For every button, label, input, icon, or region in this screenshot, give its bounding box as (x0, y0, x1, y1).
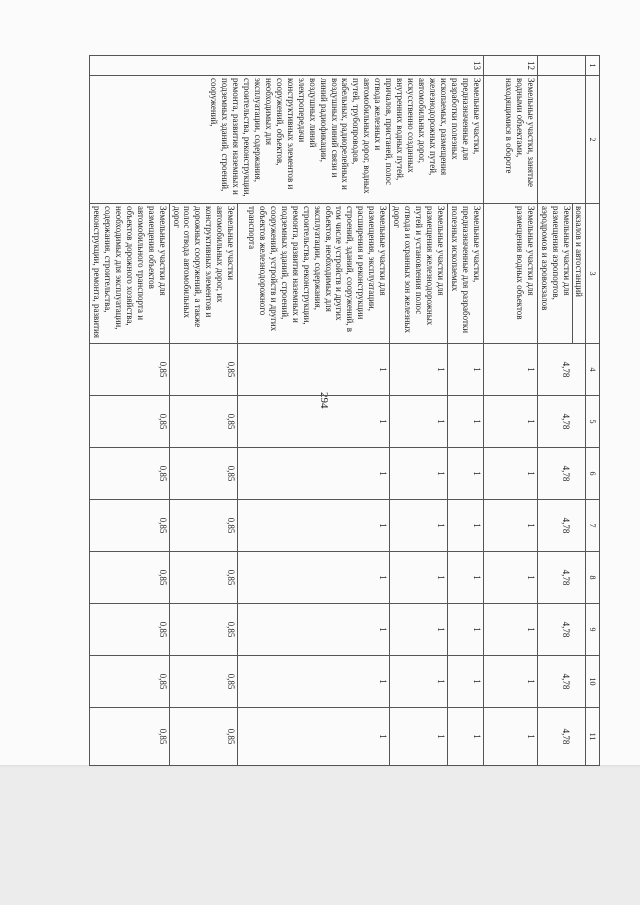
table-row: Земельные участки для размещения, эксплуатации, расширения и реконструкции строений, зданий, сооружений, в том числе устройств и других объектов, необходимых для эксплуатации, содержания, строительства, реконструкции, ремонта, развития наземных и подземных зданий, строений, сооружений, устройств и других объектов железнодорожного транспорта 1 1 1 1 1 1 1 1 (238, 56, 390, 766)
header-cell: 8 (586, 552, 600, 604)
table-row: Земельные участки для размещения железнодорожных путей и установления полос отвода и охранных зон железных дорог 1 1 1 1 1 1 1 1 (390, 56, 448, 766)
header-cell: 6 (586, 448, 600, 500)
rotated-table-container (91, 55, 600, 765)
header-cell: 5 (586, 396, 600, 448)
header-cell: 7 (586, 500, 600, 552)
row-name: Земельные участки, занятые водными объектами, находящимися в обороте (484, 76, 538, 204)
row-description: Земельные участки для размещения водных объектов (484, 204, 538, 344)
coefficient-table (89, 55, 600, 766)
header-cell: 1 (586, 56, 600, 76)
table-header-row (586, 56, 600, 766)
header-cell: 9 (586, 604, 600, 656)
header-cell: 10 (586, 656, 600, 708)
row-name: Земельные участки, предназначенные для разработки полезных ископаемых, размещения железнодорожных путей, автомобильных дорог, искусственно созданных внутренних водных путей, причалов, пристаней, полос отвода железных и автомобильных дорог, водных путей, трубопроводов, кабельных, радиорелейных и воздушных линий связи и линий радиофикации, воздушных линий электропередачи конструктивных элементов и сооружений, объектов, необходимых для эксплуатации, содержания, строительства, реконструкции, ремонта, развития наземных и подземных зданий, строений, сооружений, (89, 76, 483, 204)
table-row: Земельные участки автомобильных дорог, их конструктивных элементов и дорожных сооружений, а также полос отвода автомобильных дорог 0,85 0,85 0,85 0,85 0,85 0,85 0,85 0,85 (169, 56, 238, 766)
header-cell: 11 (586, 708, 600, 766)
table-row: Земельные участки для размещения объектов автомобильного транспорта и объектов дорожного хозяйства, необходимых для эксплуатации, содержания, строительства, реконструкции, ремонта, развития 0,85 0,85 0,85 0,85 0,85 0,85 0,85 0,85 (89, 56, 169, 766)
row-description: вокзалов и автостанций Земельные участки для размещения аэропортов, аэродромов и аэровокзалов (538, 204, 586, 344)
table-row: 12 Земельные участки, занятые водными объектами, находящимися в обороте Земельные участки для размещения водных объектов 1 1 1 1 1 1 1 1 (484, 56, 538, 766)
header-cell: 3 (586, 204, 600, 344)
header-cell: 4 (586, 344, 600, 396)
table-row: 13 Земельные участки, предназначенные для разработки полезных ископаемых, размещения железнодорожных путей, автомобильных дорог, искусственно созданных внутренних водных путей, причалов, пристаней, полос отвода железных и автомобильных дорог, водных путей, трубопроводов, кабельных, радиорелейных и воздушных линий связи и линий радиофикации, воздушных линий электропередачи конструктивных элементов и сооружений, объектов, необходимых для эксплуатации, содержания, строительства, реконструкции, ремонта, развития наземных и подземных зданий, строений, сооружений, Земельные участки, предназначенные для разработки полезных ископаемых 1 1 1 1 1 1 1 1 (448, 56, 484, 766)
page-number: 294 (318, 392, 330, 409)
table-row: вокзалов и автостанций Земельные участки для размещения аэропортов, аэродромов и аэровокзалов 4,78 4,78 4,78 4,78 4,78 4,78 4,78 4,78 (538, 56, 586, 766)
header-cell: 2 (586, 76, 600, 204)
